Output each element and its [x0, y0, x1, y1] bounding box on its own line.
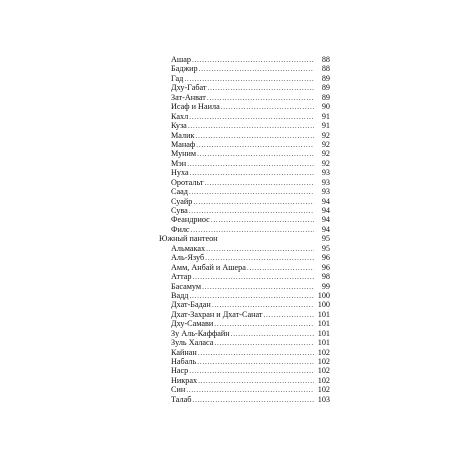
toc-entry-title: Зуль Халаса: [171, 338, 214, 348]
toc-entry: [159, 395, 330, 404]
toc-entry: [159, 329, 330, 338]
toc-entry-page-number: 90: [321, 102, 330, 112]
toc-entry: [159, 348, 330, 357]
toc-dot-leader: [186, 385, 314, 394]
toc-entry: [159, 385, 330, 394]
toc-entry-title: Альмаках: [171, 243, 206, 253]
toc-dot-leader: [206, 244, 314, 253]
toc-dot-leader: [189, 291, 314, 300]
toc-entry: [159, 149, 330, 158]
toc-entry-page-number: 100: [317, 300, 330, 310]
toc-dot-leader: [191, 225, 314, 234]
toc-entry-page-number: 102: [317, 385, 330, 395]
toc-entry-page-number: 101: [317, 309, 330, 319]
toc-dot-leader: [214, 338, 314, 347]
toc-entry-title: Филс: [171, 224, 190, 234]
toc-dot-leader: [199, 64, 314, 73]
toc-entry: [159, 272, 330, 281]
toc-entry-page-number: 94: [321, 224, 330, 234]
toc-dot-leader: [264, 310, 315, 319]
toc-entry-page-number: 91: [321, 111, 330, 121]
toc-entry-page-number: 88: [321, 64, 330, 74]
toc-entry: [159, 197, 330, 206]
toc-entry-page-number: 98: [321, 272, 330, 282]
toc-dot-leader: [247, 263, 314, 272]
toc-entry: [159, 282, 330, 291]
toc-dot-leader: [187, 159, 314, 168]
toc-entry: [159, 64, 330, 73]
toc-entry-page-number: 89: [321, 83, 330, 93]
toc-entry-title: Куза: [171, 121, 187, 131]
toc-entry: [159, 168, 330, 177]
toc-entry: [159, 187, 330, 196]
toc-entry-page-number: 94: [321, 206, 330, 215]
toc-entry-page-number: 94: [321, 196, 330, 206]
toc-dot-leader: [205, 253, 314, 262]
toc-entry: [159, 112, 330, 121]
toc-entry-title: Баджир: [171, 64, 198, 74]
toc-entry-title: Манаф: [171, 139, 196, 149]
toc-entry-title: Вадд: [171, 290, 189, 300]
toc-dot-leader: [189, 187, 314, 196]
toc-entry: [159, 291, 330, 300]
toc-dot-leader: [231, 329, 314, 338]
toc-entry-page-number: 91: [321, 121, 330, 131]
toc-entry-title: Южный пантеон: [159, 234, 218, 244]
toc-dot-leader: [189, 366, 314, 375]
toc-dot-leader: [195, 131, 314, 140]
toc-entry-title: Аль-Язуб: [171, 253, 205, 263]
toc-entry-page-number: 92: [321, 158, 330, 168]
toc-entry-title: Дхат-Захран и Дхат-Санат: [171, 309, 263, 319]
toc-entry-page-number: 92: [321, 139, 330, 149]
toc-entry-title: Ашар: [171, 55, 191, 64]
toc-entry-page-number: 102: [317, 366, 330, 376]
toc-entry-page-number: 102: [317, 357, 330, 366]
toc-entry: [159, 74, 330, 83]
toc-section-heading: [159, 234, 330, 243]
toc-entry-page-number: 93: [321, 168, 330, 178]
toc-entry: [159, 140, 330, 149]
toc-entry: [159, 244, 330, 253]
toc-entry-page-number: 95: [321, 243, 330, 253]
toc-entry: [159, 357, 330, 366]
toc-entry-page-number: 92: [321, 149, 330, 159]
toc-entry-page-number: 102: [317, 375, 330, 385]
toc-dot-leader: [208, 83, 314, 92]
toc-entry-title: Зу Аль-Каффайн: [171, 328, 230, 338]
toc-entry-title: Гад: [171, 73, 184, 83]
toc-dot-leader: [214, 319, 314, 328]
toc-dot-leader: [198, 376, 314, 385]
toc-entry-page-number: 96: [321, 262, 330, 272]
toc-entry-page-number: 89: [321, 73, 330, 83]
toc-entry-title: Басамум: [171, 281, 202, 291]
toc-entry: [159, 93, 330, 102]
toc-entry-title: Кахл: [171, 111, 189, 121]
toc-dot-leader: [204, 178, 314, 187]
toc-entry-page-number: 103: [317, 394, 330, 404]
toc-entry-title: Дхат-Бадан: [171, 300, 211, 310]
toc-entry: [159, 300, 330, 309]
toc-entry-page-number: 94: [321, 215, 330, 225]
toc-dot-leader: [189, 206, 314, 215]
table-of-contents: [159, 55, 330, 404]
toc-entry-page-number: 101: [317, 328, 330, 338]
toc-dot-leader: [221, 102, 314, 111]
toc-entry-title: Дху-Габат: [171, 83, 207, 93]
toc-dot-leader: [192, 395, 314, 404]
toc-entry: [159, 319, 330, 328]
toc-dot-leader: [193, 197, 314, 206]
toc-dot-leader: [192, 55, 314, 64]
toc-entry: [159, 263, 330, 272]
toc-entry-title: Никрах: [171, 375, 198, 385]
toc-dot-leader: [212, 300, 314, 309]
toc-entry-page-number: 89: [321, 92, 330, 102]
toc-entry-title: Оротальт: [171, 177, 204, 187]
toc-entry: [159, 376, 330, 385]
toc-entry-page-number: 101: [317, 319, 330, 329]
toc-entry-page-number: 88: [321, 55, 330, 64]
toc-dot-leader: [189, 112, 314, 121]
toc-dot-leader: [211, 215, 314, 224]
toc-entry-page-number: 96: [321, 253, 330, 263]
toc-entry-title: Саад: [171, 187, 188, 197]
toc-entry-title: Суайр: [171, 196, 193, 206]
toc-dot-leader: [202, 282, 314, 291]
toc-dot-leader: [197, 357, 314, 366]
toc-entry-page-number: 100: [317, 290, 330, 300]
toc-entry-title: Дху-Самави: [171, 319, 214, 329]
toc-entry-title: Зат-Анват: [171, 92, 206, 102]
toc-entry: [159, 159, 330, 168]
toc-entry: [159, 310, 330, 319]
toc-dot-leader: [184, 74, 314, 83]
toc-entry-title: Талаб: [171, 394, 192, 404]
toc-entry-page-number: 99: [321, 281, 330, 291]
toc-entry-page-number: 101: [317, 338, 330, 348]
toc-entry-title: Кайнан: [171, 347, 197, 357]
toc-entry: [159, 102, 330, 111]
toc-entry: [159, 338, 330, 347]
toc-entry-title: Набаль: [171, 357, 197, 366]
toc-dot-leader: [198, 348, 314, 357]
toc-entry-title: Син: [171, 385, 186, 395]
toc-entry: [159, 55, 330, 64]
toc-entry-title: Мэн: [171, 158, 187, 168]
toc-entry-title: Муним: [171, 149, 197, 159]
toc-dot-leader: [188, 121, 314, 130]
toc-dot-leader: [197, 149, 314, 158]
toc-dot-leader: [196, 140, 314, 149]
toc-entry: [159, 121, 330, 130]
toc-dot-leader: [207, 93, 314, 102]
toc-entry-title: Феандриос: [171, 215, 210, 225]
toc-entry: [159, 225, 330, 234]
toc-dot-leader: [193, 272, 315, 281]
toc-entry-title: Наср: [171, 366, 189, 376]
toc-entry-title: Сува: [171, 206, 188, 215]
toc-entry-title: Амм, Анбай и Ашера: [171, 262, 246, 272]
toc-entry-page-number: 102: [317, 347, 330, 357]
toc-entry-page-number: 95: [321, 234, 330, 244]
toc-entry: [159, 253, 330, 262]
toc-entry: [159, 83, 330, 92]
toc-entry: [159, 178, 330, 187]
toc-entry-title: Аттар: [171, 272, 192, 282]
toc-entry-title: Нуха: [171, 168, 189, 178]
toc-dot-leader: [190, 168, 314, 177]
toc-entry-page-number: 93: [321, 177, 330, 187]
toc-entry: [159, 206, 330, 215]
toc-entry-title: Малик: [171, 130, 195, 140]
toc-entry: [159, 131, 330, 140]
toc-entry: [159, 215, 330, 224]
toc-entry-page-number: 93: [321, 187, 330, 197]
toc-entry-title: Исаф и Наила: [171, 102, 220, 112]
toc-entry-page-number: 92: [321, 130, 330, 140]
toc-entry: [159, 366, 330, 375]
